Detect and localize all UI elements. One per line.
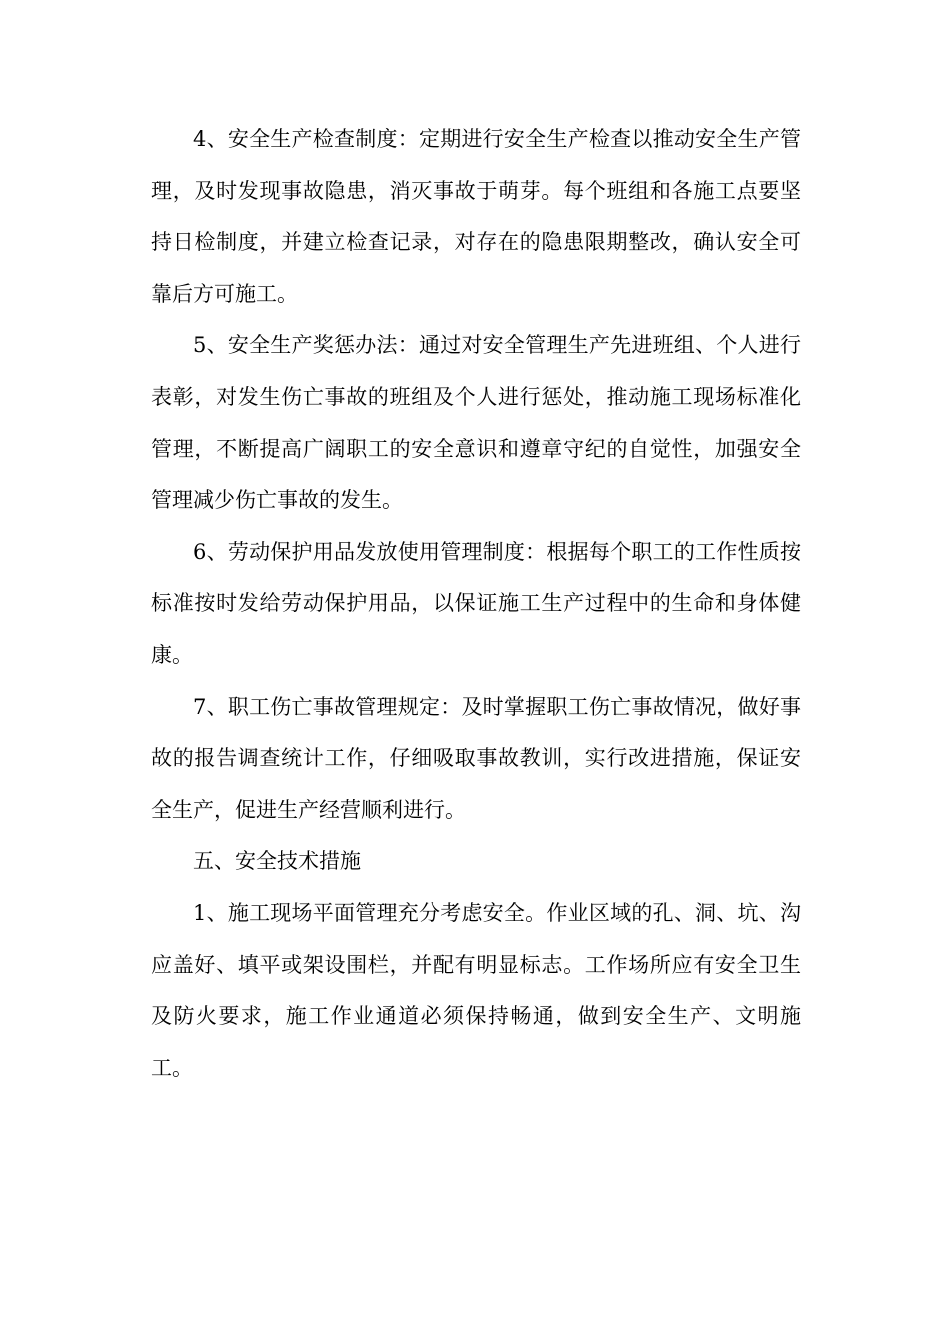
paragraph-site-layout-safety: 1、施工现场平面管理充分考虑安全。作业区域的孔、洞、坑、沟应盖好、填平或架设围栏，并配有明显标志。工作场所应有安全卫生及防火要求，施工作业通道必须保持畅通，做到安全生产、文明施工。 bbox=[151, 900, 801, 1080]
paragraph-safety-inspection: 4、安全生产检查制度：定期进行安全生产检查以推动安全生产管理，及时发现事故隐患，消灭事故于萌芽。每个班组和各施工点要坚持日检制度，并建立检查记录，对存在的隐患限期整改，确认安全可靠后方可施工。 bbox=[151, 127, 801, 306]
section-heading-safety-measures: 五、安全技术措施 bbox=[193, 849, 361, 874]
paragraph-rewards-penalties: 5、安全生产奖惩办法：通过对安全管理生产先进班组、个人进行表彰，对发生伤亡事故的班组及个人进行惩处，推动施工现场标准化管理，不断提高广阔职工的安全意识和遵章守纪的自觉性，加强安全管理减少伤亡事故的发生。 bbox=[151, 333, 801, 513]
document-body bbox=[151, 114, 801, 1094]
paragraph-accident-management: 7、职工伤亡事故管理规定：及时掌握职工伤亡事故情况，做好事故的报告调查统计工作，仔细吸取事故教训，实行改进措施，保证安全生产，促进生产经营顺利进行。 bbox=[151, 694, 801, 822]
paragraph-protective-equipment: 6、劳动保护用品发放使用管理制度：根据每个职工的工作性质按标准按时发给劳动保护用品，以保证施工生产过程中的生命和身体健康。 bbox=[151, 539, 801, 667]
